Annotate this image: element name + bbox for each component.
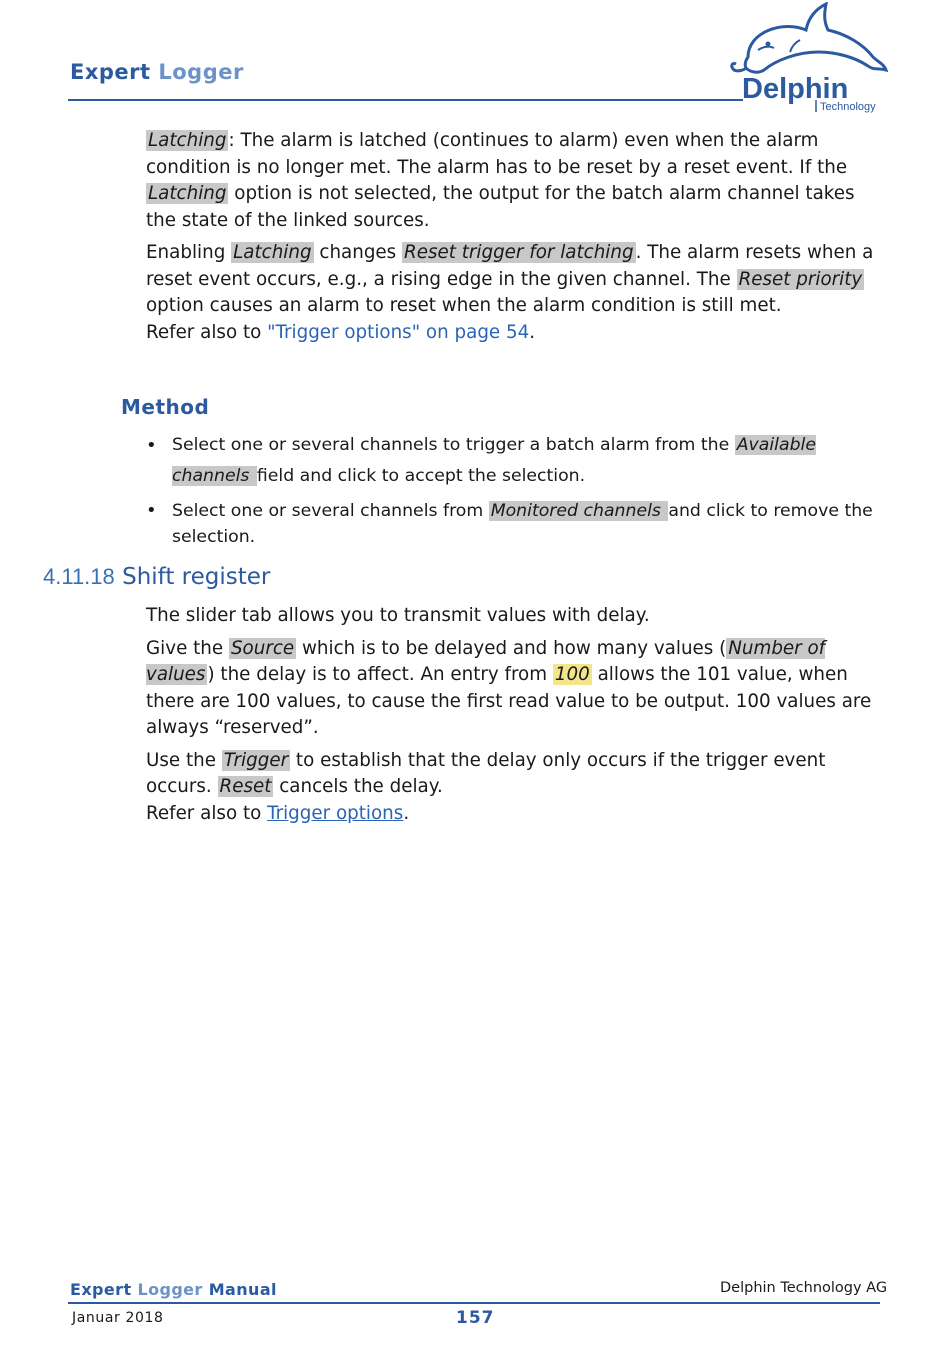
footer-manual-part1: Expert xyxy=(70,1280,132,1299)
refer2-text-1: Refer also to xyxy=(146,802,268,824)
list-item xyxy=(146,430,876,492)
trigger-text-2: to establish that the delay only occurs if the trigger event occurs. xyxy=(146,749,826,797)
trigger-text-3: cancels the delay. xyxy=(273,776,443,797)
source-text-1: Give the xyxy=(146,637,229,659)
source-text-4: allows the 101 value, when there are 100 values, to cause the first read value to be output. 100 values are always “reserved”. xyxy=(146,664,872,738)
trigger-text-1: Use the xyxy=(146,749,222,771)
trigger-options-link-2[interactable]: Trigger options xyxy=(267,802,404,824)
bullet-2-text-2: and click to remove the selection. xyxy=(172,501,873,547)
logo-text: Delphin xyxy=(742,73,849,105)
trigger-paragraph xyxy=(146,748,876,801)
footer-manual-part3: Manual xyxy=(208,1280,277,1299)
method-heading: Method xyxy=(121,395,210,419)
method-bullet-list xyxy=(146,430,876,556)
term-latching-2: Latching xyxy=(148,183,227,204)
source-paragraph xyxy=(146,636,876,742)
latching-text-1: : The alarm is latched (continues to alarm) even when the alarm condition is no longer met. The alarm has to be reset by a reset event. If the xyxy=(146,130,848,178)
delphin-logo-icon xyxy=(728,2,888,114)
latching-text-2: option is not selected, the output for the batch alarm channel takes the state of the linked sources. xyxy=(146,183,855,231)
footer-manual-title xyxy=(70,1280,277,1299)
bullet-1-text-2: field and click to accept the selection. xyxy=(256,466,586,486)
shift-register-section xyxy=(146,603,876,833)
slider-paragraph: The slider tab allows you to transmit values with delay. xyxy=(146,605,650,626)
footer-rule xyxy=(68,1302,880,1304)
term-available-channels: Available channels xyxy=(172,435,816,486)
section-heading xyxy=(43,564,270,590)
refer-text-2: . xyxy=(529,321,536,343)
trigger-options-link-1[interactable]: "Trigger options" on page 54 xyxy=(267,321,530,343)
list-item xyxy=(146,498,876,550)
footer-manual-part2: Logger xyxy=(137,1280,203,1299)
bullet-1-text-1: Select one or several channels to trigger a batch alarm from the xyxy=(172,435,735,455)
header-title-part2: Logger xyxy=(158,60,244,84)
latching-paragraph xyxy=(146,128,876,234)
term-reset: Reset xyxy=(219,776,272,797)
footer-date: Januar 2018 xyxy=(72,1310,164,1326)
header-title-part1: Expert xyxy=(70,60,151,84)
latching-section xyxy=(146,128,876,352)
section-number: 4.11.18 xyxy=(43,564,115,589)
source-text-2: which is to be delayed and how many values ( xyxy=(296,637,727,659)
header-rule xyxy=(68,99,743,101)
refer-paragraph-1 xyxy=(146,320,876,347)
footer-company: Delphin Technology AG xyxy=(720,1280,888,1296)
page-number: 157 xyxy=(456,1308,495,1328)
term-trigger: Trigger xyxy=(223,749,289,771)
term-reset-trigger: Reset trigger for latching xyxy=(404,242,634,263)
enabling-text-2: changes xyxy=(313,242,403,263)
term-monitored-channels: Monitored channels xyxy=(490,501,667,521)
header-title xyxy=(70,60,244,84)
term-reset-priority: Reset priority xyxy=(738,268,863,290)
bullet-2-text-1: Select one or several channels from xyxy=(172,501,489,521)
refer-paragraph-2 xyxy=(146,801,876,828)
term-source: Source xyxy=(230,637,295,659)
source-text-3: ) the delay is to affect. An entry from xyxy=(207,664,553,685)
bullet-dot-icon: • xyxy=(146,500,157,521)
logo-subtext: Technology xyxy=(820,101,876,113)
enabling-paragraph xyxy=(146,240,876,320)
enabling-text-3: . The alarm resets when a reset event occurs, e.g., a rising edge in the given channel. The xyxy=(146,242,874,290)
refer-text-1: Refer also to xyxy=(146,321,268,343)
term-100: 100 xyxy=(554,664,590,685)
bullet-dot-icon: • xyxy=(146,435,157,456)
enabling-text-1: Enabling xyxy=(146,242,232,263)
refer2-text-2: . xyxy=(403,802,410,824)
term-latching: Latching xyxy=(148,130,227,151)
term-number-of-values: Number of values xyxy=(146,637,826,685)
section-title: Shift register xyxy=(122,564,271,590)
enabling-text-4: option causes an alarm to reset when the alarm condition is still met. xyxy=(146,295,782,316)
term-latching-3: Latching xyxy=(233,242,312,263)
